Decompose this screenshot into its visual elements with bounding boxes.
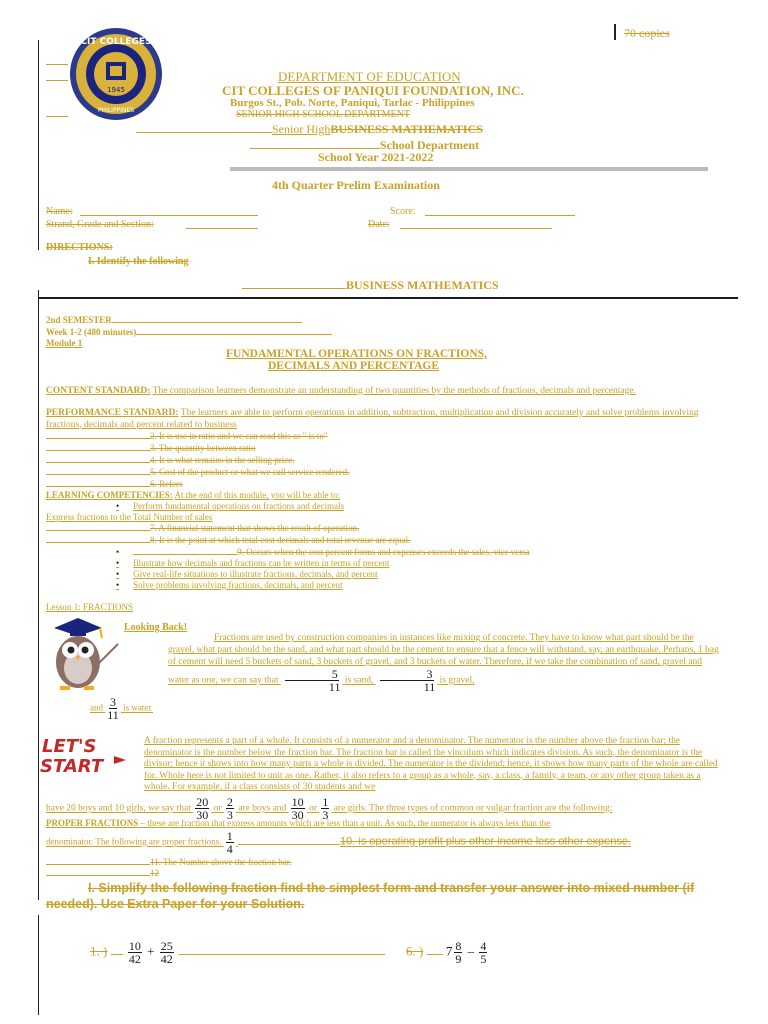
copies-label: 70 copies — [624, 26, 670, 40]
competency-item: • Solve problems involving fractions, decimals, and percent — [116, 580, 343, 590]
logo-bottom-text: PHILIPPINES — [97, 107, 135, 114]
strand-field[interactable] — [186, 228, 258, 229]
item-9: • 9. Occurs when the cost percent forms and expenses exceeds the sales. vice versa — [116, 547, 530, 557]
margin-bar — [38, 290, 39, 900]
fraction: $\frac{10}{42}$ — [128, 939, 141, 966]
section-divider — [38, 297, 738, 299]
denominator-line: denominator. The following are proper fractions. $\frac{1}{4}$ 10. is operating profit plus other income less other expense. — [46, 829, 632, 856]
item-3: 3. The quantity between ratio — [46, 443, 256, 453]
item-12: 12 — [46, 868, 159, 878]
fraction: $\frac{5}{11}$ — [283, 668, 341, 693]
boys-girls-example: have 20 boys and 10 girls, we say that $\frac{20}{30}$ or $\frac{2}{3}$ are boys and $\frac{10}{30}$ or $\frac{1}{3}$ are girls. The three types of common or vulgar fraction are the following: — [46, 795, 613, 822]
question-1: 1. ) $\frac{10}{42}$ + $\frac{25}{42}$ — [90, 940, 385, 965]
margin-bar — [38, 40, 39, 250]
school-address: Burgos St., Pob. Norte, Paniqui, Tarlac - Philippines — [230, 97, 475, 109]
competency-list — [116, 558, 389, 568]
school-dept-line: School Department — [250, 136, 479, 154]
senior-high-line: Senior HighBUSINESS MATHEMATICS — [136, 122, 483, 137]
week: Week 1-2 (480 minutes) — [46, 327, 332, 337]
main-title-2: DECIMALS AND PERCENTAGE — [268, 360, 440, 372]
module: Module 1 — [46, 338, 83, 348]
date-field[interactable] — [400, 228, 552, 229]
owl-teacher-icon — [40, 616, 120, 692]
item-5: 5. Cost of the product or what we call service rendered. — [46, 467, 349, 477]
cursor-bar — [614, 24, 616, 40]
fraction: $\frac{25}{42}$ — [160, 939, 173, 966]
fraction: $\frac{10}{30}$ — [291, 795, 304, 822]
item-8: 8. It is the point at which total cost decimals and total revenue are equal. — [46, 535, 410, 545]
school-year: School Year 2021-2022 — [318, 150, 434, 164]
strand-field-label: Strand, Grade and Section: — [46, 219, 154, 230]
proper-fractions: PROPER FRACTIONS – these are fraction that express amounts which are less than a unit. As such, the numerator is always less than the — [46, 818, 551, 828]
lets-start-banner — [40, 734, 140, 776]
performance-standard: PERFORMANCE STANDARD: The learners are able to perform operations in addition, subtraction, multiplication and division accurately and solve problems involving fractions, decimals and percent related to business — [46, 408, 699, 430]
date-field-label: Date: — [368, 219, 390, 230]
fraction: $\frac{4}{5}$ — [480, 939, 487, 966]
fraction: $\frac{8}{9}$ — [455, 939, 462, 966]
exam-title: 4th Quarter Prelim Examination — [272, 178, 440, 192]
school-logo — [68, 26, 164, 122]
and-water: and $\frac{3}{11}$ is water. — [90, 695, 154, 722]
start-text: START — [40, 756, 104, 776]
item-7: 7. A financial statement that shows the result of operation. — [46, 523, 359, 533]
name-field[interactable] — [80, 215, 258, 216]
looking-back-text: Fractions are used by construction companies in instances like mixing of concrete. They have to know what part should be the gravel, what part should be the sand, and what part should be the cement to ensure that a fence will withstand, say, an earthquake. Perhaps, 1 bag of cement will need 5 buckets of sand, 3 buckets of gravel, and 3 buckets of water. Therefore, if we take the combination of sand, gravel and water as one, we can say that $\frac{5}{11}$ is sand, $\frac{3}{11}$ is gravel, — [168, 633, 719, 694]
item-4: 4. It is what remains in the selling price. — [46, 455, 294, 465]
header-divider — [230, 167, 708, 171]
fraction: $\frac{3}{11}$ — [107, 695, 119, 722]
lesson-title: Lesson 1: FRACTIONS — [46, 602, 134, 612]
item-11: 11. The Number above the fraction bar. — [46, 857, 291, 867]
item-2: 2. It is use in ratio and we can read this as " is to" — [46, 431, 328, 441]
competencies: LEARNING COMPETENCIES: At the end of this module, you will be able to: — [46, 490, 341, 500]
semester: 2nd SEMESTER — [46, 315, 302, 325]
margin-bar — [38, 915, 39, 1015]
name-field-label: Name: — [46, 206, 73, 217]
logo-year: 1945 — [107, 86, 125, 94]
dept-title: DEPARTMENT OF EDUCATION — [278, 69, 461, 84]
fraction: $\frac{3}{11}$ — [378, 668, 436, 693]
directions-label: DIRECTIONS: — [46, 242, 113, 253]
simplify-instructions: I. Simplify the following fraction find the simplest form and transfer your answer into mixed number (if needed). Use Extra Paper for your Solution. — [46, 881, 695, 911]
express-fractions: Express fractions to the Total Number of sales — [46, 512, 213, 522]
fraction-definition: A fraction represents a part of a whole. It consists of a numerator and a denominator. The numerator is the number above the fraction bar; the denominator is the number below the fraction bar. The fraction bar is called the vinculum which indicates division. As such, the denominator is the divisor; hence it shows into how many parts a whole is divided. The numerator is the dividend; hence, it shows how many parts of the whole are called for. Whole here is not limited to unit as one. Rather, it also refers to a group as a whole, say, a class, a family, a team, or any other group taken as a whole. For example, if a class consists of 30 students and we — [144, 736, 718, 792]
logo-top-text: CIT COLLEGES — [80, 37, 152, 47]
lets-text: LET'S — [42, 736, 97, 757]
subject-heading: BUSINESS MATHEMATICS — [242, 278, 499, 293]
score-field-label: Score: — [390, 206, 416, 217]
identify-label: I. Identify the following — [88, 256, 189, 267]
fraction: $\frac{20}{30}$ — [196, 795, 209, 822]
competency-item: • Give real-life situations to illustrate fractions, decimals, and percent — [116, 569, 378, 579]
score-field[interactable] — [425, 215, 575, 216]
question-6: 6. ) 7 $\frac{8}{9}$ – $\frac{4}{5}$ — [406, 939, 487, 966]
competency-item: • Illustrate how decimals and fractions can be written in terms of percent — [116, 558, 389, 568]
logo-seal-icon — [68, 26, 164, 122]
shs-dept: SENIOR HIGH SCHOOL DEPARTMENT — [236, 109, 410, 120]
fraction: $\frac{1}{4}$ — [226, 829, 233, 856]
looking-back: Looking Back! — [124, 622, 188, 633]
school-name: CIT COLLEGES OF PANIQUI FOUNDATION, INC. — [222, 83, 524, 98]
competency-1: • Perform fundamental operations on fractions and decimals — [116, 501, 345, 511]
content-standard: CONTENT STANDARD: The comparison learners demonstrate an understanding of two quantities by the methods of fractions, decimals and percentage. — [46, 386, 636, 396]
main-title-1: FUNDAMENTAL OPERATIONS ON FRACTIONS, — [226, 348, 487, 360]
item-6: 6. Refers — [46, 479, 183, 489]
fraction: $\frac{1}{3}$ — [322, 795, 329, 822]
fraction: $\frac{2}{3}$ — [226, 795, 233, 822]
